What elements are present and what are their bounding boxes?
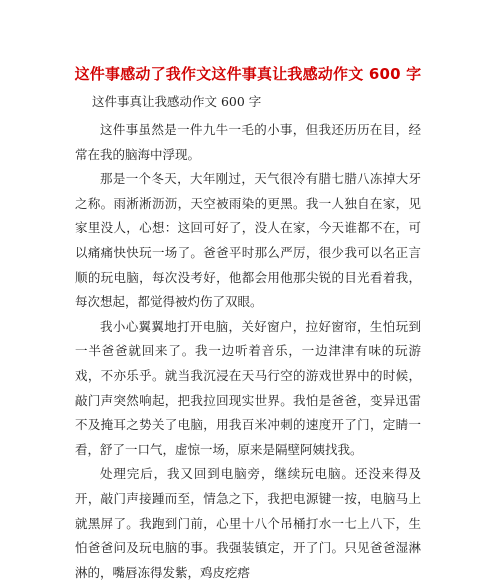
- paragraph-2: 那是一个冬天，大年刚过，天气很冷有腊七腊八冻掉大牙之称。雨淅淅沥沥，天空被雨染的更黑。我一人独自在家，见家里没人，心想：这回可好了，没人在家，今天谁都不在，可以痛痛快快玩一场了。爸爸平时那么严厉，很少我可以名正言顺的玩电脑，每次没考好，他都会用他那尖锐的目光看着我，每次想起，都觉得被灼伤了双眼。: [75, 171, 421, 310]
- paragraph-1: 这件事虽然是一件九牛一毛的小事，但我还历历在目，经常在我的脑海中浮现。: [75, 122, 421, 162]
- document-subtitle: 这件事真让我感动作文 600 字: [92, 94, 262, 109]
- paragraph-4: 处理完后，我又回到电脑旁，继续玩电脑。还没来得及开，敲门声接踵而至，情急之下，我把电源键一按，电脑马上就黑屏了。我跑到门前，心里十八个吊桶打水一七上八下，生怕爸爸问及玩电脑的事。我强装镇定，开了门。只见爸爸湿淋淋的，嘴唇冻得发紫，鸡皮疙瘩: [75, 466, 421, 580]
- paragraph-3: 我小心翼翼地打开电脑，关好窗户，拉好窗帘，生怕玩到一半爸爸就回来了。我一边听着音乐，一边津津有味的玩游戏，不亦乐乎。就当我沉浸在天马行空的游戏世界中的时候，敲门声突然响起，把我拉回现实世界。我怕是爸爸，变异迅雷不及掩耳之势关了电脑，用我百米冲刺的速度开了门，定睛一看，舒了一口气，虚惊一场，原来是隔壁阿姨找我。: [75, 318, 421, 457]
- document-body: [75, 118, 421, 585]
- document-title: 这件事感动了我作文这件事真让我感动作文 600 字: [74, 65, 422, 83]
